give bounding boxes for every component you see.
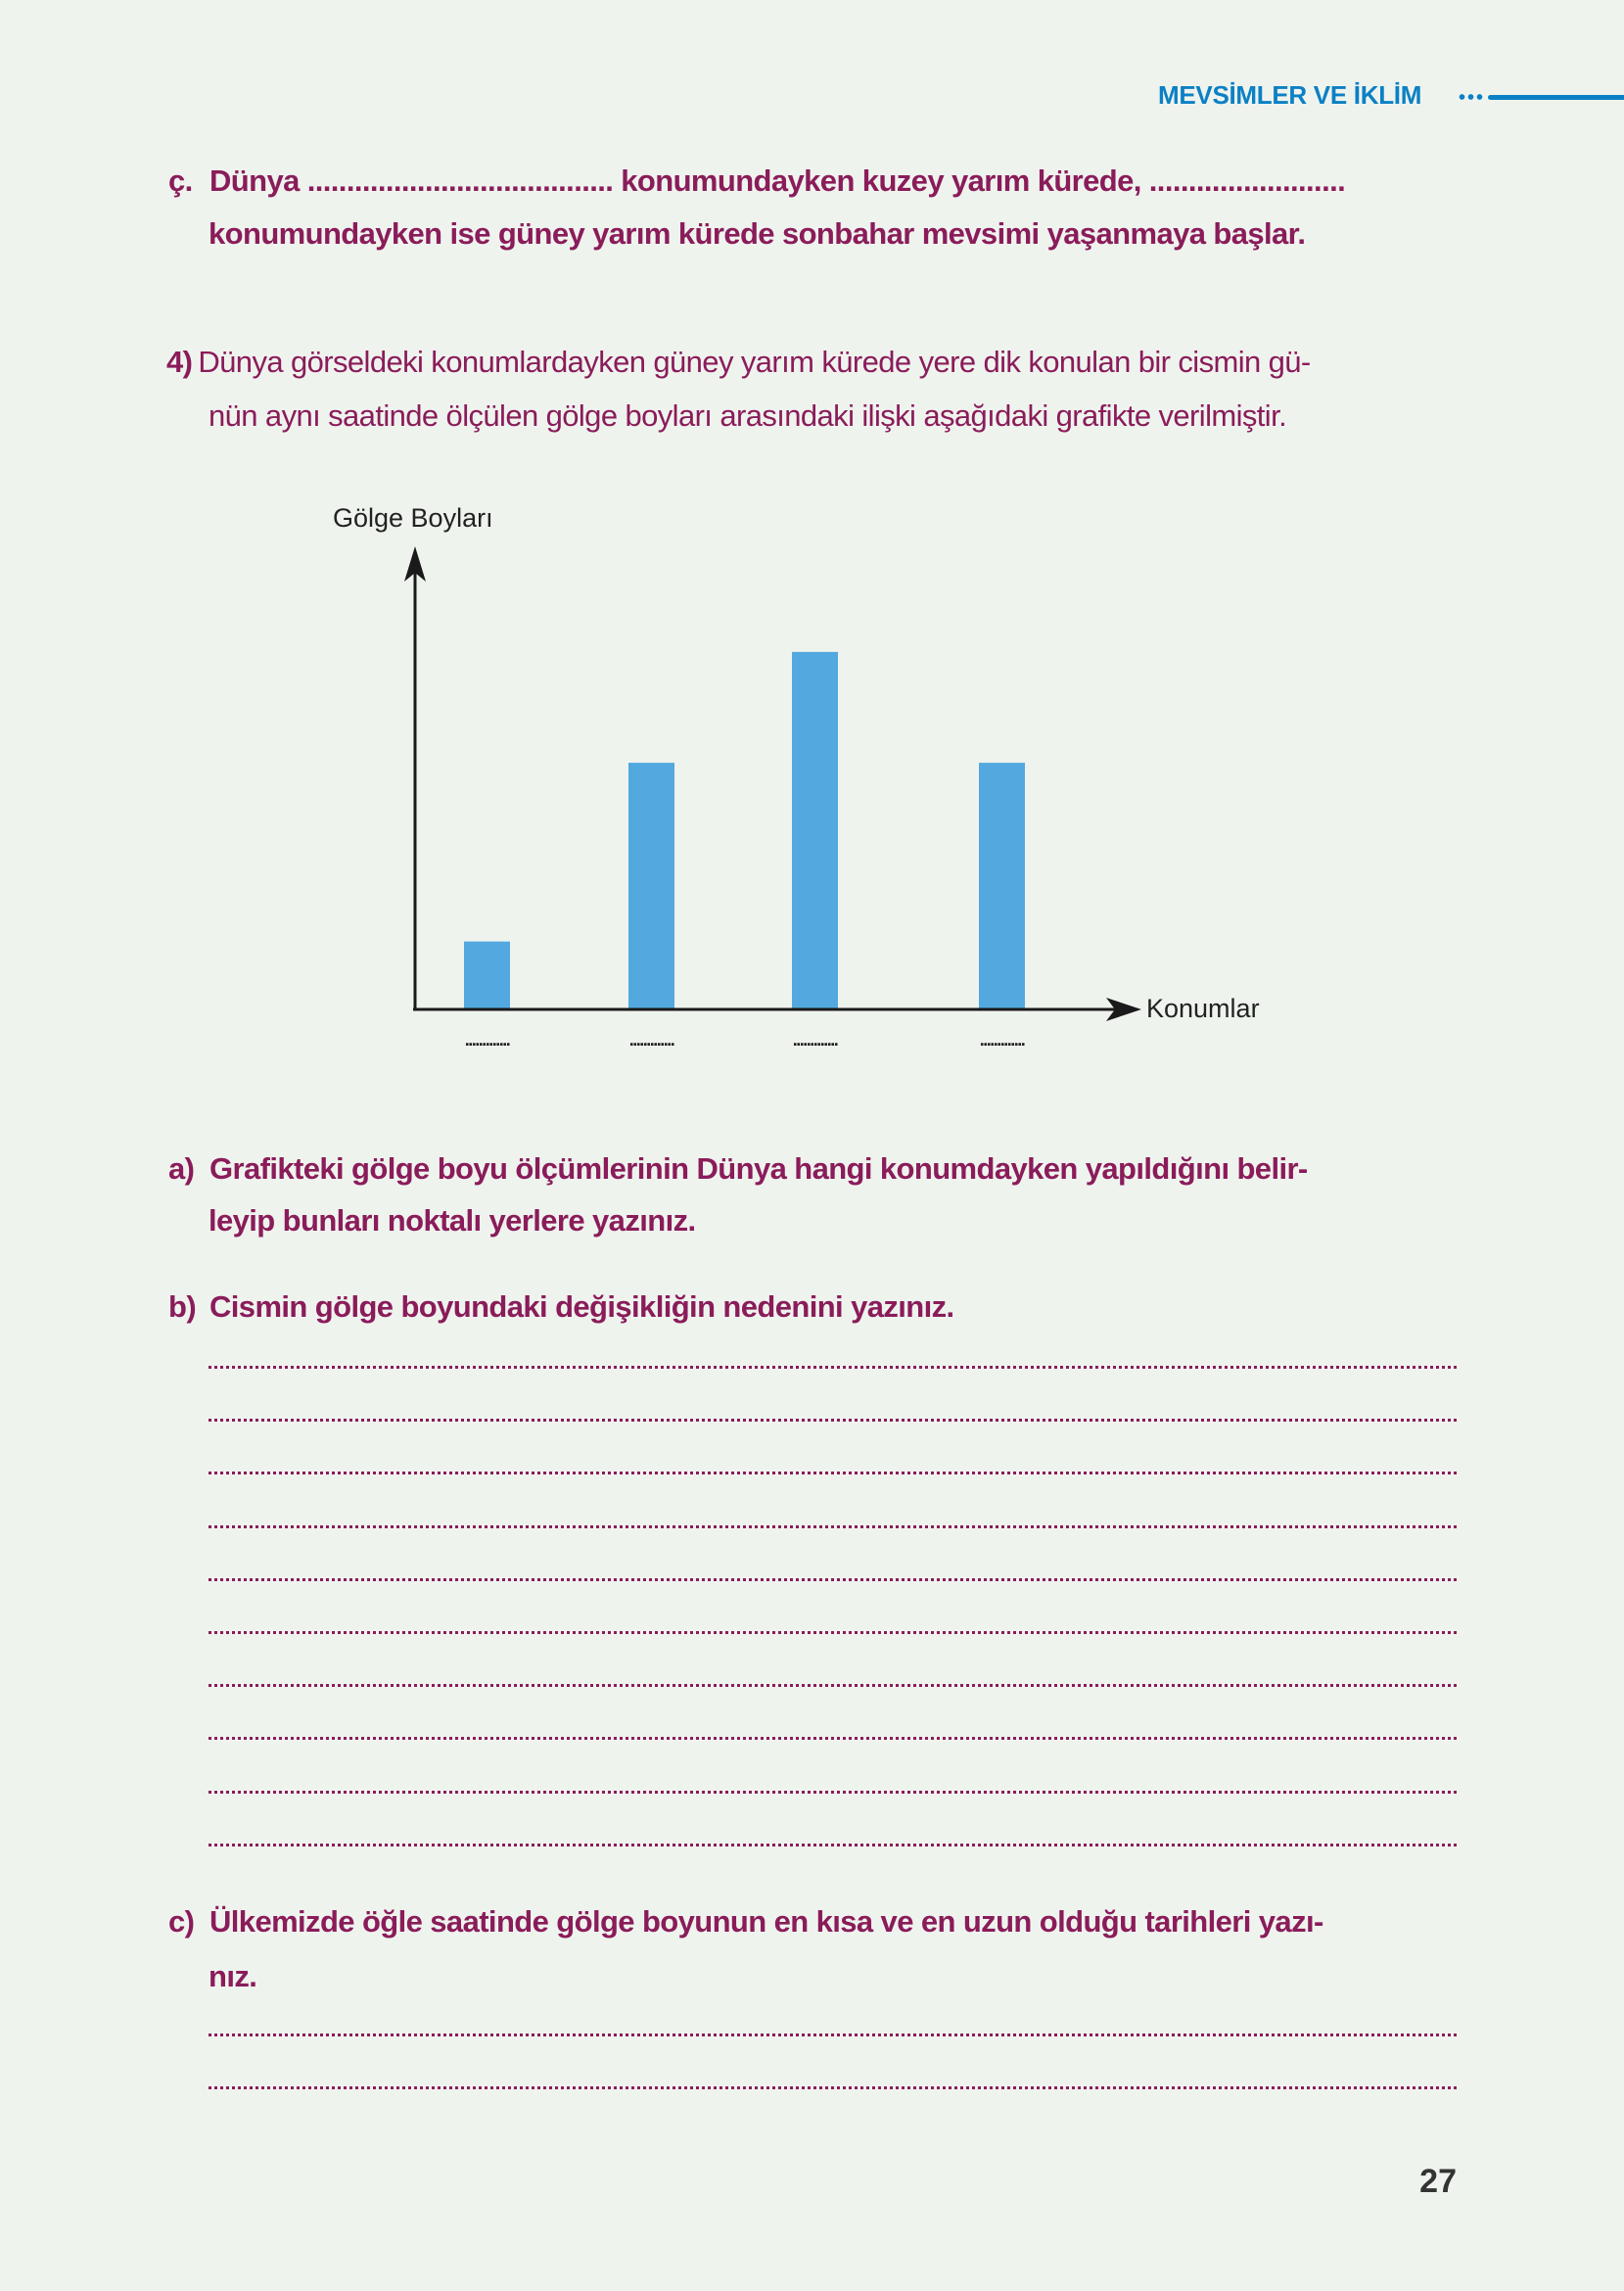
section-title: MEVSİMLER VE İKLİM — [1158, 80, 1422, 110]
answer-line[interactable] — [209, 1791, 1457, 1794]
answer-line[interactable] — [209, 2034, 1457, 2036]
x-axis-label: Konumlar — [1146, 994, 1260, 1023]
part-b-line1 — [168, 1287, 954, 1327]
answer-line[interactable] — [209, 1631, 1457, 1634]
y-axis-label: Gölge Boyları — [333, 503, 493, 533]
answer-line[interactable] — [209, 1844, 1457, 1847]
question-number: 4) — [166, 345, 193, 379]
part-marker: c) — [168, 1904, 195, 1939]
page-number: 27 — [1419, 2163, 1457, 2200]
bar-2 — [628, 763, 674, 1009]
answer-line[interactable] — [209, 1419, 1457, 1422]
answer-line[interactable] — [209, 1525, 1457, 1528]
bar-1 — [464, 942, 510, 1009]
category-label-2: ............. — [628, 1030, 674, 1050]
item-c-line2: konumundayken ise güney yarım kürede sonbahar mevsimi yaşanmaya başlar. — [209, 216, 1306, 251]
part-a-line1 — [168, 1149, 1308, 1189]
answer-line[interactable] — [209, 1366, 1457, 1369]
question-4-line2: nün aynı saatinde ölçülen gölge boyları arasındaki ilişki aşağıdaki grafikte verilmiştir. — [209, 398, 1287, 433]
bar-3 — [792, 652, 838, 1009]
category-label-4: ............. — [979, 1030, 1025, 1050]
answer-line[interactable] — [209, 1737, 1457, 1740]
answer-line[interactable] — [209, 1684, 1457, 1687]
answer-line[interactable] — [209, 1472, 1457, 1474]
part-marker: b) — [168, 1289, 197, 1324]
bar-chart — [0, 0, 1624, 1097]
bar-4 — [979, 763, 1025, 1009]
part-marker: a) — [168, 1151, 195, 1186]
question-text: Dünya görseldeki konumlardayken güney yarım kürede yere dik konulan bir cismin gü- — [198, 345, 1311, 379]
part-text: Grafikteki gölge boyu ölçümlerinin Dünya hangi konumdayken yapıldığını belir- — [209, 1151, 1308, 1186]
part-text: Ülkemizde öğle saatinde gölge boyunun en kısa ve en uzun olduğu tarihleri yazı- — [209, 1904, 1323, 1939]
category-label-1: ............. — [464, 1030, 510, 1050]
item-marker: ç. — [168, 164, 193, 198]
answer-line[interactable] — [209, 1578, 1457, 1581]
answer-line[interactable] — [209, 2086, 1457, 2089]
part-c-line2: nız. — [209, 1959, 257, 1993]
part-c-line1 — [168, 1902, 1323, 1941]
part-a-line2: leyip bunları noktalı yerlere yazınız. — [209, 1203, 696, 1238]
category-label-3: ............. — [792, 1030, 838, 1050]
part-text: Cismin gölge boyundaki değişikliğin nedenini yazınız. — [209, 1289, 954, 1324]
item-text: Dünya ....................................... konumundayken kuzey yarım kürede, ......................... — [209, 164, 1346, 198]
